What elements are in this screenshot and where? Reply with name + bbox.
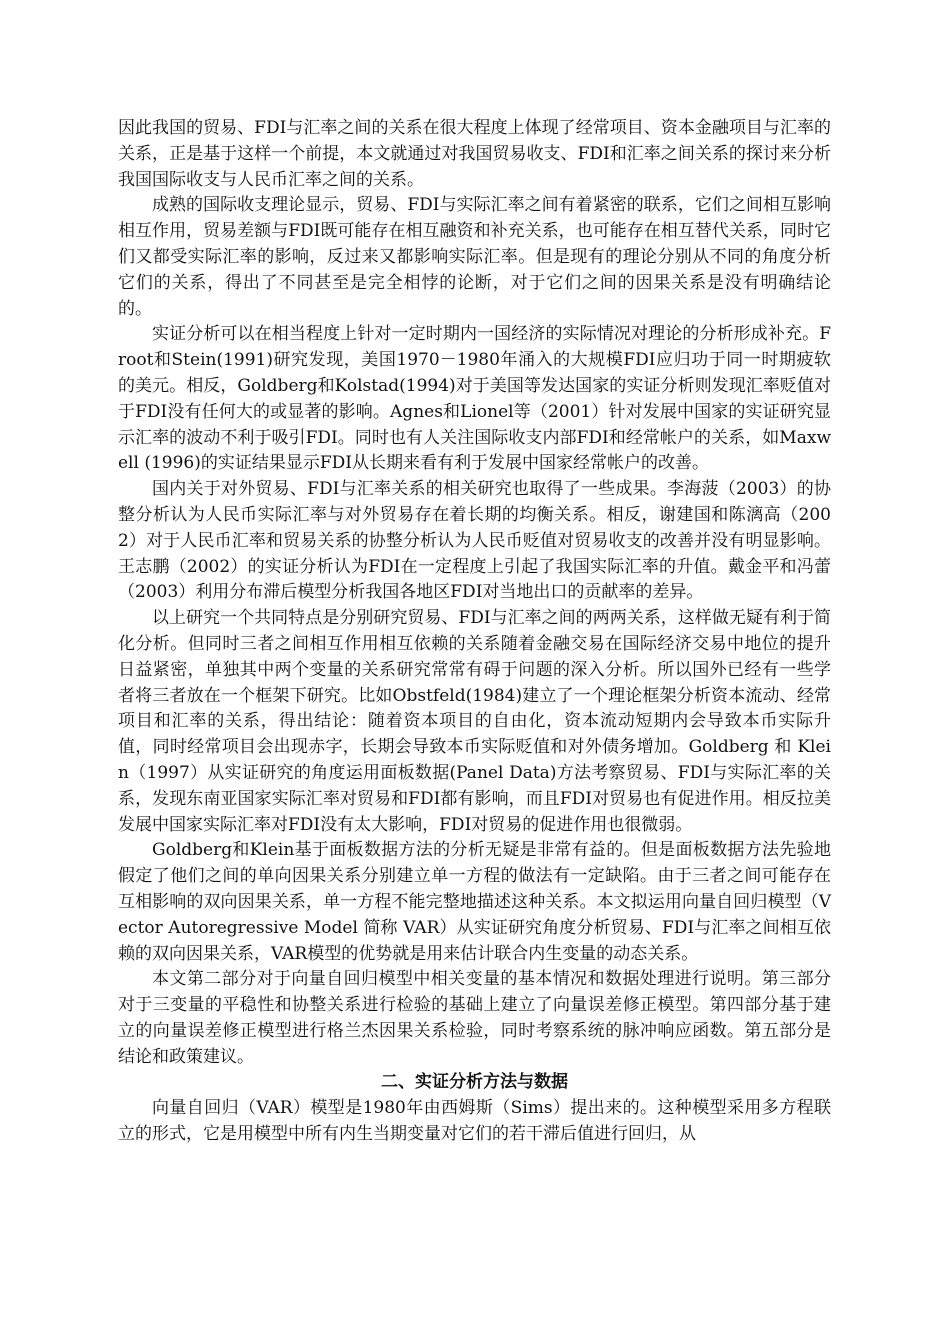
paragraph-4: 国内关于对外贸易、FDI与汇率关系的相关研究也取得了一些成果。李海菠（2003）的协整分析认为人民币实际汇率与对外贸易存在着长期的均衡关系。相反，谢建国和陈漓高（2002）对于人民币汇率和贸易关系的协整分析认为人民币贬值对贸易收支的改善并没有明显影响。王志鹏（2002）的实证分析认为FDI在一定程度上引起了我国实际汇率的升值。戴金平和冯蕾（2003）利用分布滞后模型分析我国各地区FDI对当地出口的贡献率的差异。: [118, 479, 831, 603]
section-heading: 二、实证分析方法与数据: [381, 1072, 568, 1093]
paragraph-6: Goldberg和Klein基于面板数据方法的分析无疑是非常有益的。但是面板数据方法先验地假定了他们之间的单向因果关系分别建立单一方程的做法有一定缺陷。由于三者之间可能存在互相影响的双向因果关系，单一方程不能完整地描述这种关系。本文拟运用向量自回归模型（Vector Autoregressive Model 简称 VAR）从实证研究角度分析贸易、FDI与汇率之间相互依赖的双向因果关系，VAR模型的优势就是用来估计联合内生变量的动态关系。: [118, 840, 831, 964]
document-body: [118, 116, 831, 1148]
paragraph-8: 向量自回归（VAR）模型是1980年由西姆斯（Sims）提出来的。这种模型采用多方程联立的形式，它是用模型中所有内生当期变量对它们的若干滞后值进行回归，从: [118, 1098, 831, 1145]
paragraph-1: 因此我国的贸易、FDI与汇率之间的关系在很大程度上体现了经常项目、资本金融项目与汇率的关系，正是基于这样一个前提，本文就通过对我国贸易收支、FDI和汇率之间关系的探讨来分析我国国际收支与人民币汇率之间的关系。: [118, 118, 831, 190]
paragraph-3: 实证分析可以在相当程度上针对一定时期内一国经济的实际情况对理论的分析形成补充。Froot和Stein(1991)研究发现，美国1970－1980年涌入的大规模FDI应归功于同一时期疲软的美元。相反，Goldberg和Kolstad(1994)对于美国等发达国家的实证分析则发现汇率贬值对于FDI没有任何大的或显著的影响。Agnes和Lionel等（2001）针对发展中国家的实证研究显示汇率的波动不利于吸引FDI。同时也有人关注国际收支内部FDI和经常帐户的关系，如Maxwell (1996)的实证结果显示FDI从长期来看有利于发展中国家经常帐户的改善。: [118, 324, 831, 474]
paragraph-7: 本文第二部分对于向量自回归模型中相关变量的基本情况和数据处理进行说明。第三部分对于三变量的平稳性和协整关系进行检验的基础上建立了向量误差修正模型。第四部分基于建立的向量误差修正模型进行格兰杰因果关系检验，同时考察系统的脉冲响应函数。第五部分是结论和政策建议。: [118, 969, 831, 1067]
paragraph-5: 以上研究一个共同特点是分别研究贸易、FDI与汇率之间的两两关系，这样做无疑有利于简化分析。但同时三者之间相互作用相互依赖的关系随着金融交易在国际经济交易中地位的提升日益紧密，单独其中两个变量的关系研究常常有碍于问题的深入分析。所以国外已经有一些学者将三者放在一个框架下研究。比如Obstfeld(1984)建立了一个理论框架分析资本流动、经常项目和汇率的关系，得出结论：随着资本项目的自由化，资本流动短期内会导致本币实际升值，同时经常项目会出现赤字，长期会导致本币实际贬值和对外债务增加。Goldberg 和 Klein（1997）从实证研究的角度运用面板数据(Panel Data)方法考察贸易、FDI与实际汇率的关系，发现东南亚国家实际汇率对贸易和FDI都有影响，而且FDI对贸易也有促进作用。相反拉美发展中国家实际汇率对FDI没有太大影响，FDI对贸易的促进作用也很微弱。: [118, 608, 831, 835]
paragraph-2: 成熟的国际收支理论显示，贸易、FDI与实际汇率之间有着紧密的联系，它们之间相互影响相互作用，贸易差额与FDI既可能存在相互融资和补充关系，也可能存在相互替代关系，同时它们又都受实际汇率的影响，反过来又都影响实际汇率。但是现有的理论分别从不同的角度分析它们的关系，得出了不同甚至是完全相悖的论断，对于它们之间的因果关系是没有明确结论的。: [118, 195, 831, 319]
